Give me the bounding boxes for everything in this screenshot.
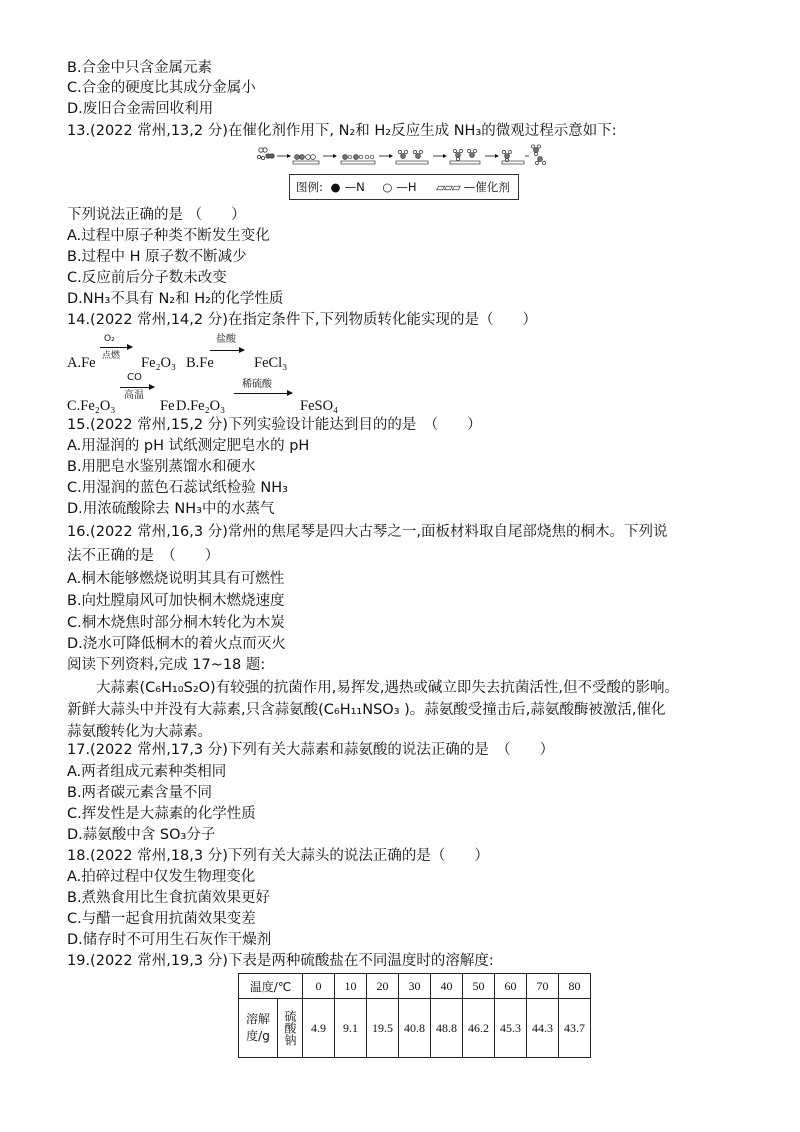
q17-option-c: C.挥发性是大蒜素的化学性质 <box>67 806 256 822</box>
q18-option-b: B.煮熟食用比生食抗菌效果更好 <box>67 890 271 906</box>
q14-a-reactant: A.Fe <box>67 355 96 371</box>
table-cell: 10 <box>335 974 367 999</box>
table-cell: 9.1 <box>335 999 367 1058</box>
legend-h: —H <box>396 180 417 194</box>
table-cell: 40 <box>431 974 463 999</box>
q12-option-b: B.合金中只含金属元素 <box>67 60 213 76</box>
q14-a-condition-top: O₂ <box>104 334 115 344</box>
q14-d-condition-top: 稀硫酸 <box>242 379 272 390</box>
q18-title: 18.(2022 常州,18,3 分)下列有关大蒜头的说法正确的是（ ） <box>67 848 489 864</box>
legend-catalyst: —催化剂 <box>463 180 510 194</box>
q13-stem: 下列说法正确的是 （ ） <box>67 207 246 223</box>
table-cell: 60 <box>495 974 527 999</box>
q14-b-arrow <box>210 350 244 351</box>
q16-option-b: B.向灶膛扇风可加快桐木燃烧速度 <box>67 593 285 609</box>
reading-paragraph-line-2: 新鲜大蒜头中并没有大蒜素,只含蒜氨酸(C₆H₁₁NSO₃ )。蒜氨酸受撞击后,蒜氨酸酶被激活,催化 <box>67 702 666 718</box>
table-cell: 0 <box>303 974 335 999</box>
q14-c-reactant: C.Fe₂O₃ <box>67 398 116 414</box>
table-cell: 70 <box>527 974 559 999</box>
q17-option-b: B.两者碳元素含量不同 <box>67 785 213 801</box>
table-cell: 30 <box>399 974 431 999</box>
q13-option-d: D.NH₃不具有 N₂和 H₂的化学性质 <box>67 291 284 307</box>
table-cell: 4.9 <box>303 999 335 1058</box>
substance-name: 硫酸钠 <box>283 1010 297 1046</box>
q14-b-product: FeCl₃ <box>254 355 288 371</box>
q14-a-arrow <box>100 347 132 348</box>
q14-d-arrow <box>234 393 292 394</box>
substance-cell <box>278 999 303 1058</box>
q14-b-reactant: B.Fe <box>186 355 214 371</box>
reading-paragraph-line-3: 蒜氨酸转化为大蒜素。 <box>67 724 212 740</box>
legend-n: —N <box>344 180 365 194</box>
table-cell: 80 <box>559 974 591 999</box>
table-cell: 45.3 <box>495 999 527 1058</box>
q16-option-c: C.桐木烧焦时部分桐木转化为木炭 <box>67 615 285 631</box>
q14-c-condition-bottom: 高温 <box>124 390 144 401</box>
table-cell: 43.7 <box>559 999 591 1058</box>
table-cell: 44.3 <box>527 999 559 1058</box>
q15-option-c: C.用湿润的蓝色石蕊试纸检验 NH₃ <box>67 480 288 496</box>
q16-option-d: D.浇水可降低桐木的着火点而灭火 <box>67 636 286 652</box>
nitrogen-atom-icon: ● <box>330 180 341 194</box>
q13-option-a: A.过程中原子种类不断发生变化 <box>67 228 270 244</box>
q14-d-product: FeSO₄ <box>300 398 339 414</box>
table-header-row <box>239 974 591 999</box>
q19-title: 19.(2022 常州,19,3 分)下表是两种硫酸盐在不同温度时的溶解度: <box>67 953 494 969</box>
q12-option-d: D.废旧合金需回收利用 <box>67 101 214 117</box>
table-row <box>239 999 591 1058</box>
q15-option-a: A.用湿润的 pH 试纸测定肥皂水的 pH <box>67 438 310 454</box>
q13-option-c: C.反应前后分子数未改变 <box>67 270 227 286</box>
table-cell: 48.8 <box>431 999 463 1058</box>
q14-d-reactant: D.Fe₂O₃ <box>176 398 226 414</box>
q16-option-a: A.桐木能够燃烧说明其具有可燃性 <box>67 571 285 587</box>
reading-paragraph-line-1: 大蒜素(C₆H₁₀S₂O)有较强的抗菌作用,易挥发,遇热或碱立即失去抗菌活性,但不受酸的影响。 <box>67 680 680 696</box>
q18-option-d: D.储存时不可用生石灰作干燥剂 <box>67 932 272 948</box>
q15-title: 15.(2022 常州,15,2 分)下列实验设计能达到目的的是 （ ） <box>67 417 482 433</box>
q14-a-condition-bottom: 点燃 <box>102 351 121 361</box>
q14-c-product: Fe <box>160 398 175 414</box>
q14-c-arrow <box>120 387 154 388</box>
reaction-process-diagram <box>253 144 553 168</box>
hydrogen-atom-icon: ○ <box>382 180 393 194</box>
solubility-header: 溶解度/g <box>239 999 278 1058</box>
q16-stem: 法不正确的是 （ ） <box>67 548 220 564</box>
q17-title: 17.(2022 常州,17,3 分)下列有关大蒜素和蒜氨酸的说法正确的是 （ ） <box>67 742 555 758</box>
table-cell: 20 <box>367 974 399 999</box>
q13-option-b: B.过程中 H 原子数不断减少 <box>67 249 247 265</box>
q15-option-b: B.用肥皂水鉴别蒸馏水和硬水 <box>67 459 256 475</box>
temperature-header: 温度/℃ <box>239 974 303 999</box>
q18-option-a: A.拍碎过程中仅发生物理变化 <box>67 869 256 885</box>
table-cell: 50 <box>463 974 495 999</box>
q14-title: 14.(2022 常州,14,2 分)在指定条件下,下列物质转化能实现的是（ ） <box>67 312 537 328</box>
q16-title: 16.(2022 常州,16,3 分)常州的焦尾琴是四大古琴之一,面板材料取自尾部烧焦的桐木。下列说 <box>67 524 668 540</box>
legend-title: 图例: <box>296 180 323 194</box>
q14-c-condition-top: CO <box>127 372 142 383</box>
q18-option-c: C.与醋一起食用抗菌效果变差 <box>67 911 256 927</box>
reading-intro: 阅读下列资料,完成 17~18 题: <box>67 657 266 673</box>
table-cell: 46.2 <box>463 999 495 1058</box>
q14-b-condition-top: 盐酸 <box>216 334 236 345</box>
table-cell: 40.8 <box>399 999 431 1058</box>
diagram-legend <box>289 174 519 200</box>
q15-option-d: D.用浓硫酸除去 NH₃中的水蒸气 <box>67 501 275 517</box>
q17-option-a: A.两者组成元素种类相同 <box>67 764 227 780</box>
q13-title: 13.(2022 常州,13,2 分)在催化剂作用下, N₂和 H₂反应生成 NH₃的微观过程示意如下: <box>67 123 617 139</box>
q14-a-product: Fe₂O₃ <box>141 355 177 371</box>
catalyst-icon: ▱▱▱ <box>436 180 460 194</box>
q17-option-d: D.蒜氨酸中含 SO₃分子 <box>67 827 216 843</box>
solubility-table <box>238 973 591 1058</box>
table-cell: 19.5 <box>367 999 399 1058</box>
q12-option-c: C.合金的硬度比其成分金属小 <box>67 80 256 96</box>
